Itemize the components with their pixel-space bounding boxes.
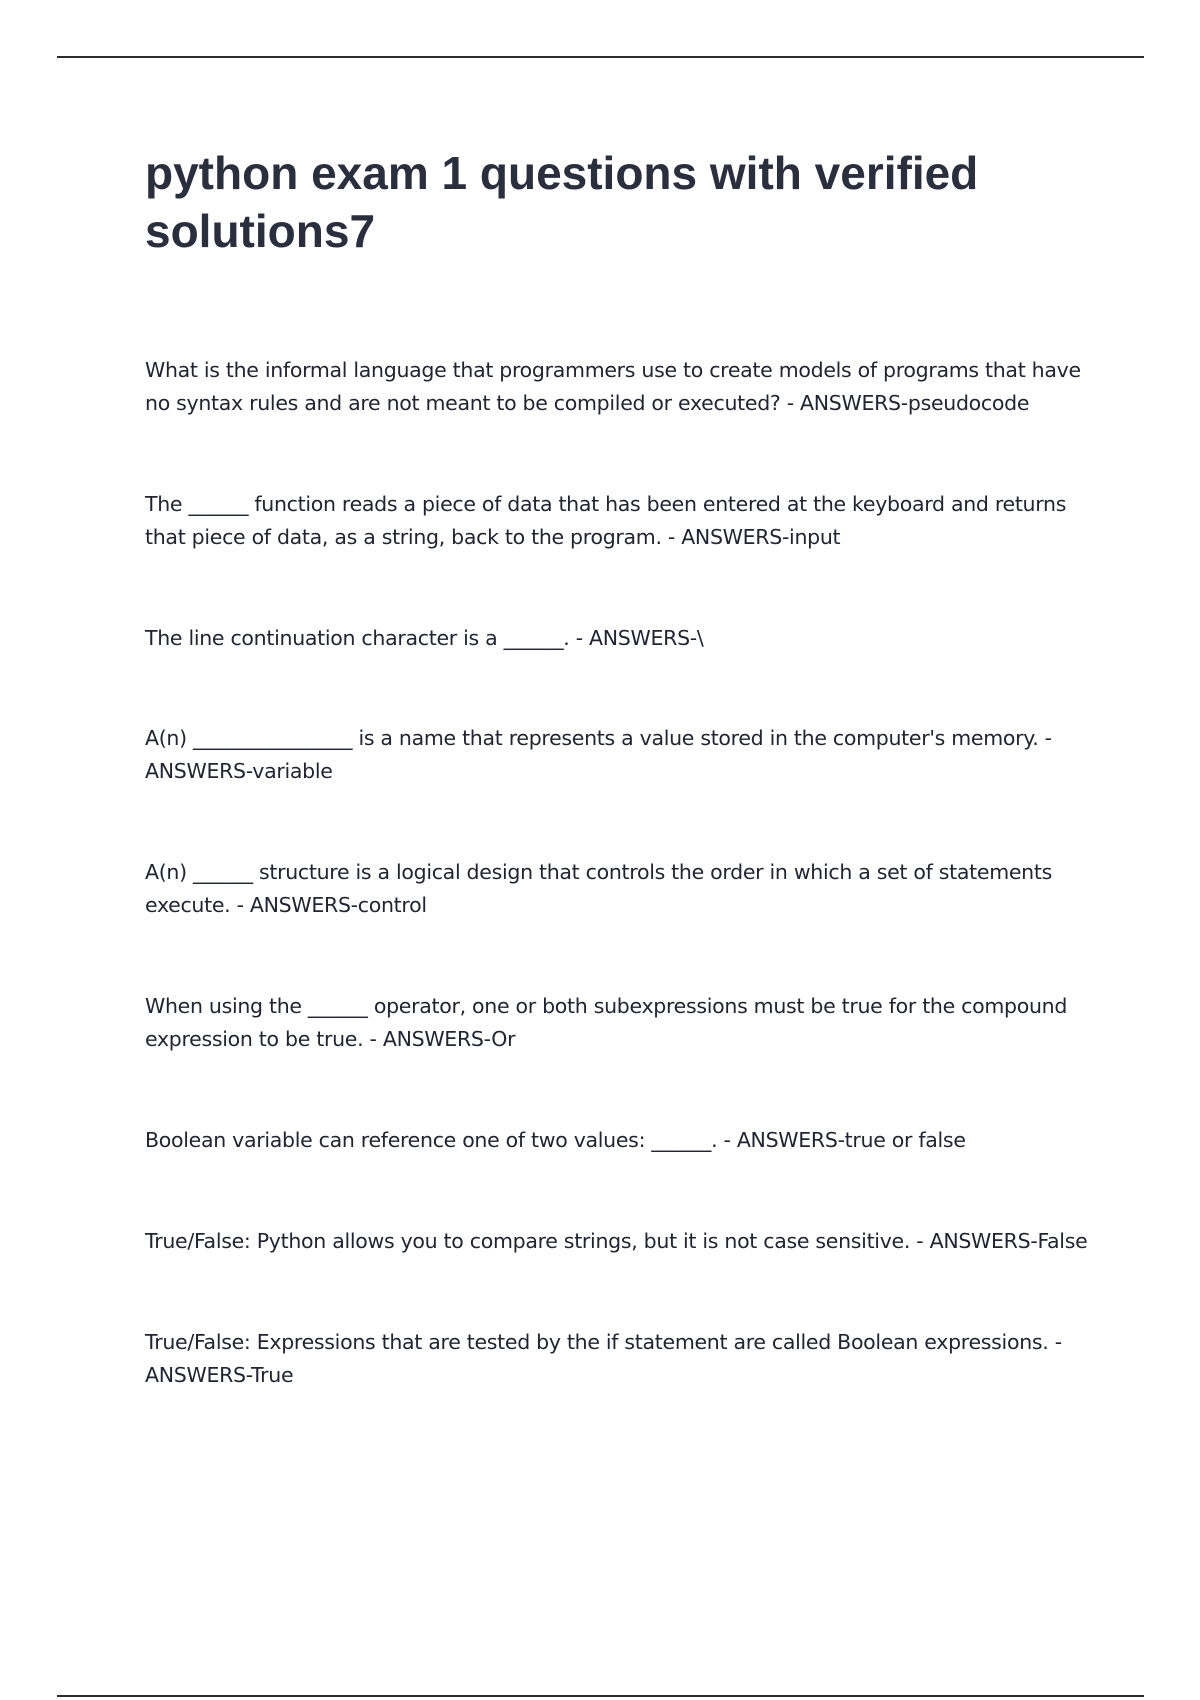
qa-item-4: A(n) ________________ is a name that represents a value stored in the computer's memory. - ANSWERS-variable xyxy=(145,726,1052,783)
qa-item-6: When using the ______ operator, one or both subexpressions must be true for the compound expression to be true. - ANSWERS-Or xyxy=(145,994,1068,1051)
qa-item-3: The line continuation character is a ______. - ANSWERS-\ xyxy=(145,626,704,650)
bottom-rule xyxy=(57,1695,1144,1697)
qa-item-1: What is the informal language that programmers use to create models of programs that have no syntax rules and are not meant to be compiled or executed? - ANSWERS-pseudocode xyxy=(145,358,1081,415)
top-rule xyxy=(57,56,1144,58)
qa-item-9: True/False: Expressions that are tested by the if statement are called Boolean expressions. - ANSWERS-True xyxy=(145,1330,1062,1387)
qa-item-7: Boolean variable can reference one of two values: ______. - ANSWERS-true or false xyxy=(145,1128,966,1152)
document-title: python exam 1 questions with verified solutions7 xyxy=(145,147,979,257)
qa-item-5: A(n) ______ structure is a logical design that controls the order in which a set of statements execute. - ANSWERS-control xyxy=(145,860,1052,917)
qa-item-8: True/False: Python allows you to compare strings, but it is not case sensitive. - ANSWERS-False xyxy=(145,1229,1088,1253)
qa-item-2: The ______ function reads a piece of data that has been entered at the keyboard and returns that piece of data, as a string, back to the program. - ANSWERS-input xyxy=(145,492,1067,549)
